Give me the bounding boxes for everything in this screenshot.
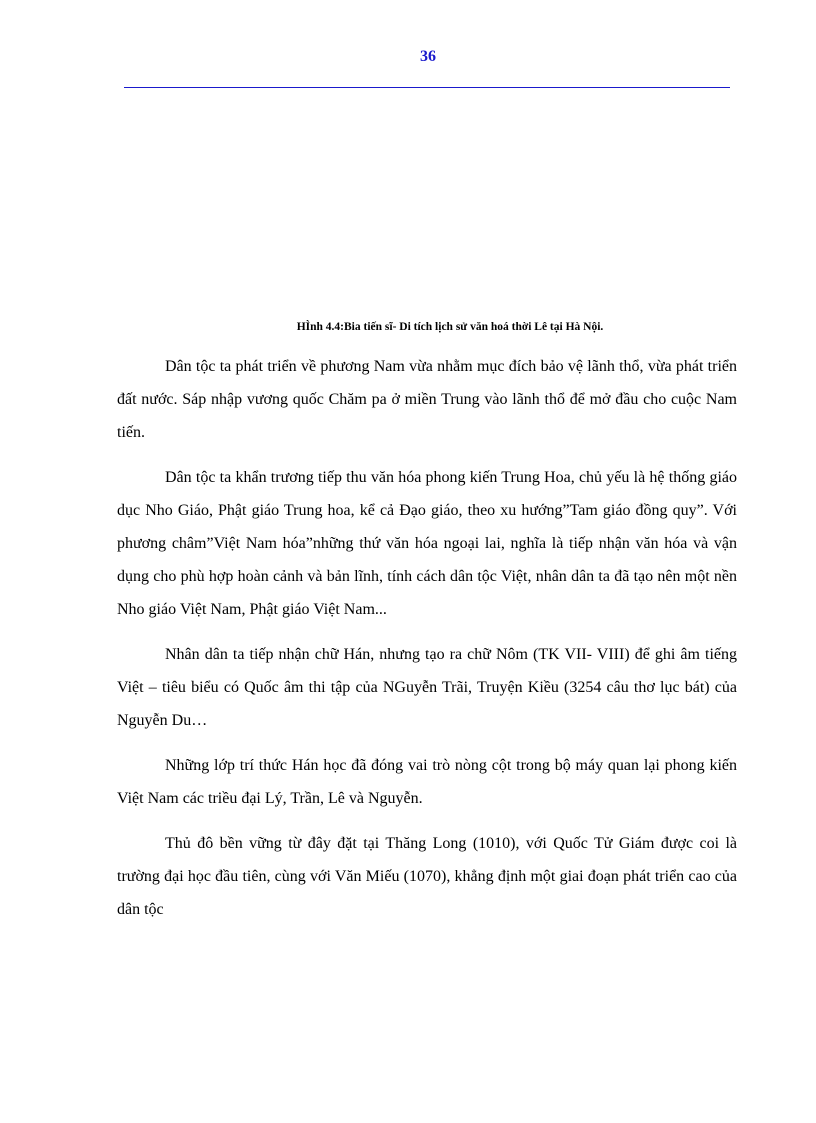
- paragraph: Dân tộc ta phát triển về phương Nam vừa nhằm mục đích bảo vệ lãnh thổ, vừa phát triển đất nước. Sáp nhập vương quốc Chăm pa ở miền Trung vào lãnh thổ để mở đầu cho cuộc Nam tiến.: [117, 358, 737, 441]
- paragraph: Dân tộc ta khẩn trương tiếp thu văn hóa phong kiến Trung Hoa, chủ yếu là hệ thống giáo dục Nho Giáo, Phật giáo Trung hoa, kể cả Đạo giáo, theo xu hướng”Tam giáo đồng quy”. Với phương châm”Việt Nam hóa”những thứ văn hóa ngoại lai, nghĩa là tiếp nhận văn hóa và vận dụng cho phù hợp hoàn cảnh và bản lĩnh, tính cách dân tộc Việt, nhân dân ta đã tạo nên một nền Nho giáo Việt Nam, Phật giáo Việt Nam...: [117, 469, 737, 618]
- body-text: [117, 350, 737, 938]
- paragraph: Thủ đô bền vững từ đây đặt tại Thăng Long (1010), với Quốc Tử Giám được coi là trường đại học đầu tiên, cùng với Văn Miếu (1070), khẳng định một giai đoạn phát triển cao của dân tộc: [117, 835, 737, 918]
- header-rule: [124, 87, 730, 88]
- paragraph: Nhân dân ta tiếp nhận chữ Hán, nhưng tạo ra chữ Nôm (TK VII- VIII) để ghi âm tiếng Việt – tiêu biểu có Quốc âm thi tập của NGuyễn Trãi, Truyện Kiều (3254 câu thơ lục bát) của Nguyễn Du…: [117, 646, 737, 729]
- figure-image-area: [124, 100, 730, 310]
- page-number: 36: [420, 48, 436, 65]
- figure-caption: HÌnh 4.4:Bia tiến sĩ- Di tích lịch sử văn hoá thời Lê tại Hà Nội.: [296, 321, 604, 333]
- paragraph: Những lớp trí thức Hán học đã đóng vai trò nòng cột trong bộ máy quan lại phong kiến Việt Nam các triều đại Lý, Trần, Lê và Nguyễn.: [117, 757, 737, 807]
